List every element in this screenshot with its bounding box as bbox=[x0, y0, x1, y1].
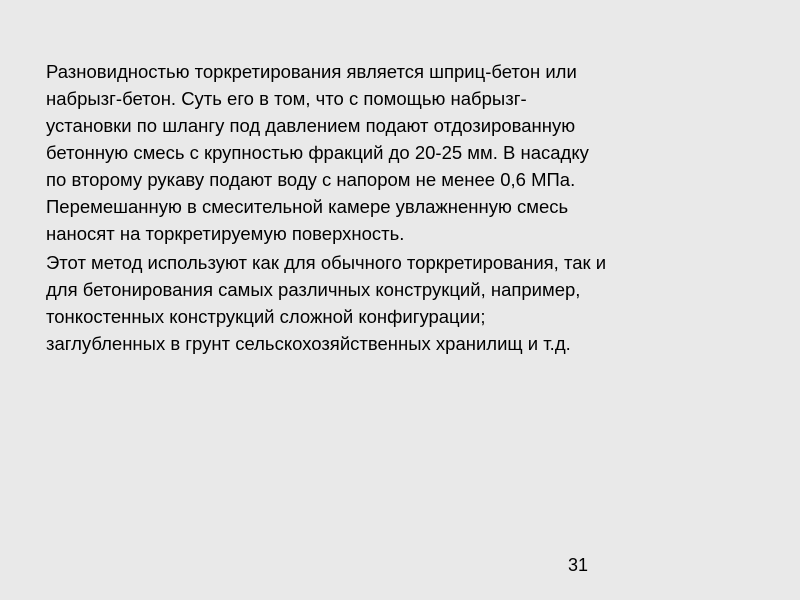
paragraph-line: наносят на торкретируемую поверхность. bbox=[46, 223, 405, 244]
paragraph-line: Разновидностью торкретирования является шприц-бетон или bbox=[46, 61, 577, 82]
paragraph-line: установки по шлангу под давлением подают отдозированную bbox=[46, 115, 576, 136]
slide-body bbox=[46, 58, 746, 357]
paragraph-line: набрызг-бетон. Суть его в том, что с помощью набрызг- bbox=[46, 88, 527, 109]
paragraph-line: заглубленных в грунт сельскохозяйственных хранилищ и т.д. bbox=[46, 333, 571, 354]
paragraph-line: Этот метод используют как для обычного торкретирования, так и bbox=[46, 252, 607, 273]
page-number: 31 bbox=[568, 555, 589, 575]
paragraph-line: по второму рукаву подают воду с напором не менее 0,6 МПа. bbox=[46, 169, 576, 190]
paragraph-line: бетонную смесь с крупностью фракций до 20-25 мм. В насадку bbox=[46, 142, 589, 163]
paragraph-method-usage bbox=[46, 249, 746, 357]
paragraph-line: тонкостенных конструкций сложной конфигурации; bbox=[46, 306, 486, 327]
paragraph-line: для бетонирования самых различных конструкций, например, bbox=[46, 279, 581, 300]
paragraph-line: Перемешанную в смесительной камере увлажненную смесь bbox=[46, 196, 569, 217]
paragraph-shotcrete-description bbox=[46, 58, 746, 247]
